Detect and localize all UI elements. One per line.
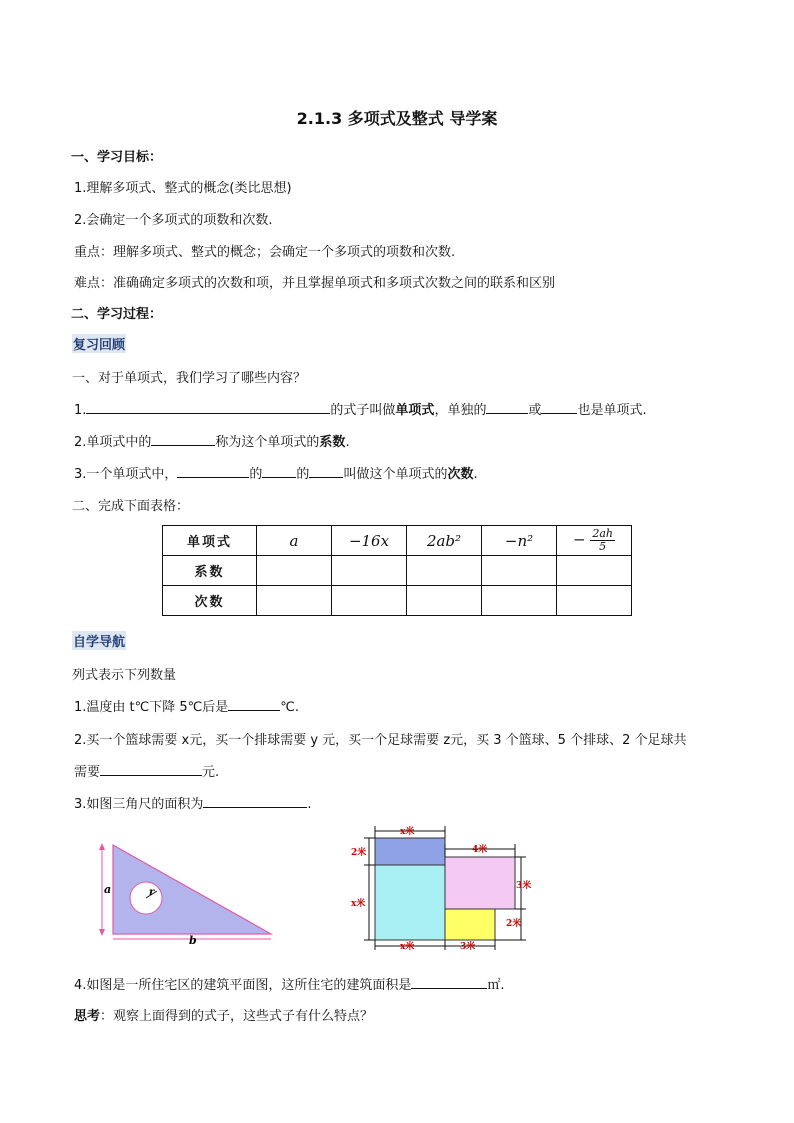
room-top	[375, 838, 445, 865]
monomial-cell-fraction: − $\frac{2ah}{5}$	[557, 526, 632, 556]
table-intro: 二、完成下面表格：	[72, 499, 190, 514]
review-question: 一、对于单项式，我们学习了哪些内容？	[72, 371, 307, 386]
blank[interactable]	[100, 763, 202, 776]
monomial-table	[162, 525, 632, 616]
page-title: 2.1.3 多项式及整式 导学案	[296, 109, 498, 128]
monomial-cell: −n²	[482, 526, 557, 556]
answer-cell[interactable]	[257, 556, 332, 586]
answer-cell[interactable]	[557, 556, 632, 586]
answer-cell[interactable]	[332, 556, 407, 586]
dim-right-4: 4米	[472, 845, 488, 855]
row-header: 次数	[163, 586, 257, 616]
room-right	[445, 857, 515, 909]
blank[interactable]	[86, 401, 330, 414]
triangle-ruler-figure	[95, 835, 280, 945]
blank[interactable]	[151, 433, 215, 446]
dim-left-x: x米	[351, 899, 366, 909]
problem-2-line2: 需要 元.	[74, 765, 220, 780]
dim-right-2: 2米	[506, 919, 522, 929]
problem-3: 3.如图三角尺的面积为 .	[74, 797, 312, 812]
dim-bottom-x: x米	[400, 942, 415, 952]
blank[interactable]	[203, 795, 307, 808]
goal-1: 1.理解多项式、整式的概念(类比思想)	[74, 181, 292, 196]
answer-cell[interactable]	[257, 586, 332, 616]
problem-4: 4.如图是一所住宅区的建筑平面图，这所住宅的建筑面积是 ㎡.	[74, 978, 505, 993]
label-r: r	[149, 887, 155, 898]
problem-1: 1.温度由 t℃下降 5℃后是 ℃.	[74, 700, 299, 715]
room-small	[445, 909, 495, 940]
self-study-intro: 列式表示下列数量	[72, 668, 177, 683]
label-a: a	[104, 883, 112, 896]
question-2: 2.单项式中的 称为这个单项式的系数.	[74, 435, 350, 450]
label-b: b	[189, 934, 197, 945]
section1-heading: 一、学习目标：	[71, 150, 163, 165]
blank[interactable]	[177, 465, 249, 478]
room-left	[375, 865, 445, 940]
dim-left-2: 2米	[351, 848, 367, 858]
answer-cell[interactable]	[332, 586, 407, 616]
monomial-cell: a	[257, 526, 332, 556]
question-1: 1. 的式子叫做单项式，单独的 或 也是单项式.	[74, 403, 647, 418]
row-header: 系数	[163, 556, 257, 586]
dim-top-x: x米	[400, 827, 415, 837]
table-row	[163, 586, 632, 616]
goal-2: 2.会确定一个多项式的项数和次数.	[74, 213, 273, 228]
answer-cell[interactable]	[407, 586, 482, 616]
problem-2-line1: 2.买一个篮球需要 x元，买一个排球需要 y 元，买一个足球需要 z元，买 3 个篮球、5 个排球、2 个足球共	[74, 733, 687, 748]
table-row	[163, 526, 632, 556]
answer-cell[interactable]	[482, 586, 557, 616]
blank[interactable]	[411, 976, 487, 989]
question-3: 3.一个单项式中， 的 的 叫做这个单项式的次数.	[74, 467, 478, 482]
answer-cell[interactable]	[482, 556, 557, 586]
floor-plan-figure	[350, 822, 535, 952]
table-row	[163, 556, 632, 586]
blank[interactable]	[262, 465, 296, 478]
monomial-cell: 2ab²	[407, 526, 482, 556]
dim-right-3: 3米	[516, 881, 532, 891]
blank[interactable]	[541, 401, 577, 414]
key-point: 重点：理解多项式、整式的概念；会确定一个多项式的项数和次数.	[74, 245, 456, 260]
answer-cell[interactable]	[557, 586, 632, 616]
think-prompt: 思考：观察上面得到的式子，这些式子有什么特点？	[74, 1009, 374, 1024]
answer-cell[interactable]	[407, 556, 482, 586]
blank[interactable]	[228, 698, 280, 711]
dim-bottom-3: 3米	[460, 942, 476, 952]
review-heading: 复习回顾	[72, 334, 126, 353]
self-study-heading: 自学导航	[72, 631, 126, 650]
section2-heading: 二、学习过程：	[71, 307, 163, 322]
row-header: 单项式	[163, 526, 257, 556]
blank[interactable]	[486, 401, 528, 414]
difficulty: 难点：准确确定多项式的次数和项，并且掌握单项式和多项式次数之间的联系和区别	[74, 276, 556, 291]
blank[interactable]	[309, 465, 343, 478]
monomial-cell: −16x	[332, 526, 407, 556]
